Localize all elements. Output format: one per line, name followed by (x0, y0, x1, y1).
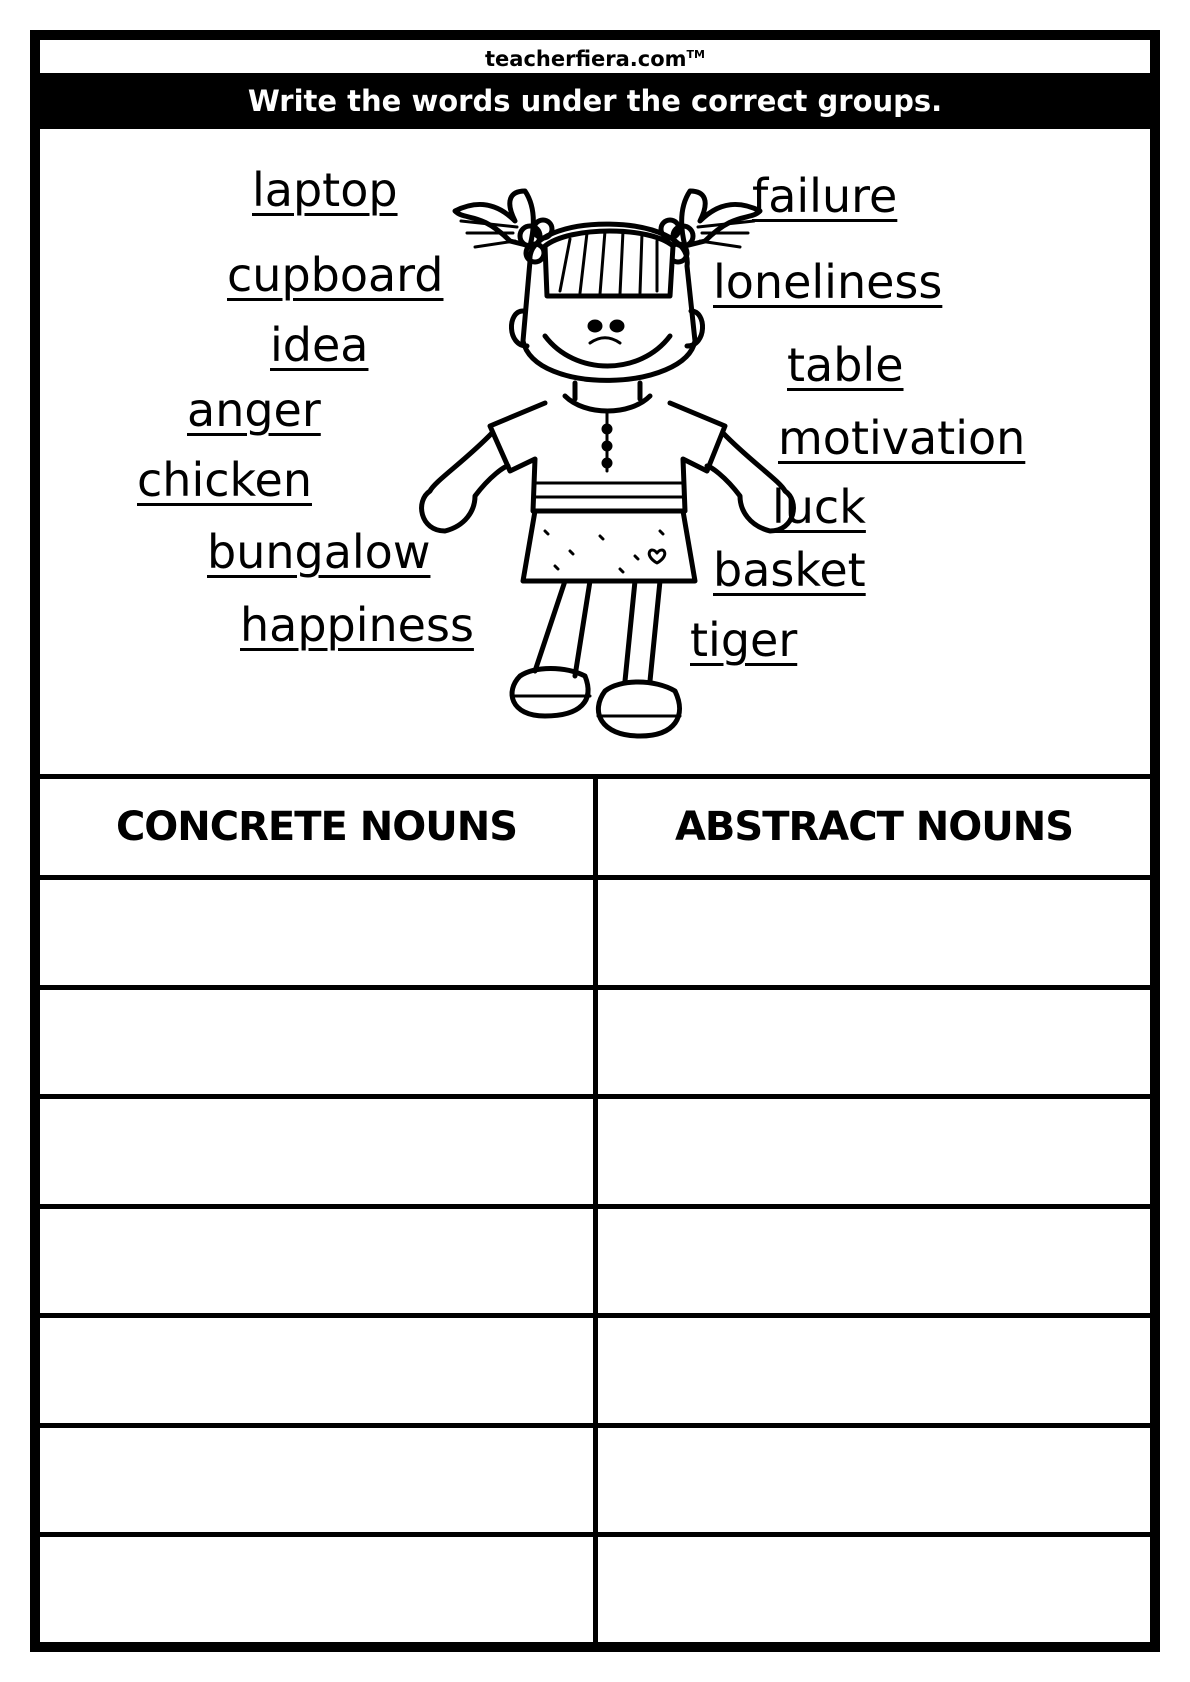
abstract-nouns-header: ABSTRACT NOUNS (674, 804, 1074, 850)
concrete-answer-cell[interactable] (40, 1318, 593, 1423)
word-chicken: chicken (137, 453, 312, 507)
row-line (40, 1423, 1150, 1428)
instruction-banner: Write the words under the correct groups. (40, 73, 1150, 129)
word-bank (40, 129, 1150, 774)
word-loneliness: loneliness (713, 255, 943, 309)
word-cupboard: cupboard (227, 248, 444, 302)
abstract-answer-cell[interactable] (598, 1537, 1150, 1642)
word-anger: anger (187, 383, 321, 437)
concrete-answer-cell[interactable] (40, 880, 593, 985)
word-failure: failure (752, 169, 898, 223)
girl-cartoon-icon (395, 171, 845, 751)
trademark-mark: TM (686, 48, 705, 61)
worksheet (40, 40, 1150, 1642)
concrete-answer-cell[interactable] (40, 1428, 593, 1533)
word-tiger: tiger (690, 613, 798, 667)
abstract-answer-cell[interactable] (598, 990, 1150, 1095)
row-line (40, 985, 1150, 990)
word-table: table (787, 338, 904, 392)
brand-name: teacherfiera.com (485, 47, 687, 71)
word-motivation: motivation (778, 411, 1026, 465)
word-luck: luck (772, 480, 866, 534)
concrete-answer-cell[interactable] (40, 1209, 593, 1314)
concrete-nouns-header: CONCRETE NOUNS (115, 804, 518, 850)
abstract-answer-cell[interactable] (598, 1099, 1150, 1204)
noun-sorting-table (40, 774, 1150, 1642)
abstract-answer-cell[interactable] (598, 1428, 1150, 1533)
concrete-answer-cell[interactable] (40, 1099, 593, 1204)
abstract-answer-cell[interactable] (598, 1318, 1150, 1423)
word-idea: idea (270, 318, 369, 372)
word-happiness: happiness (240, 598, 474, 652)
row-line (40, 1313, 1150, 1318)
row-line (40, 1094, 1150, 1099)
row-line (40, 1532, 1150, 1537)
concrete-answer-cell[interactable] (40, 990, 593, 1095)
word-basket: basket (713, 543, 866, 597)
worksheet-border (30, 30, 1160, 1652)
abstract-answer-cell[interactable] (598, 1209, 1150, 1314)
word-bungalow: bungalow (207, 525, 431, 579)
brand-header (40, 40, 1150, 70)
abstract-answer-cell[interactable] (598, 880, 1150, 985)
word-laptop: laptop (252, 163, 398, 217)
row-line (40, 1204, 1150, 1209)
concrete-answer-cell[interactable] (40, 1537, 593, 1642)
